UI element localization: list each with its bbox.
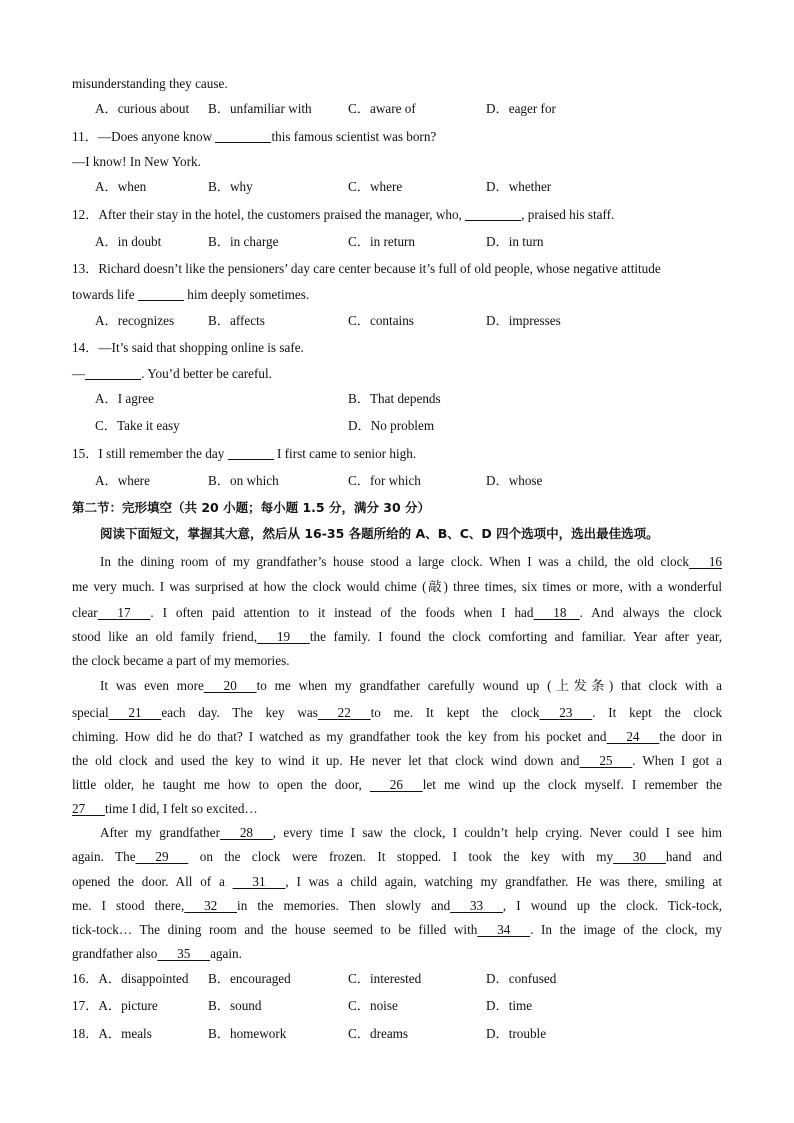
- passage-line: the clock became a part of my memories.: [72, 653, 290, 668]
- option-b: B．in charge: [208, 234, 279, 249]
- option-d: D．trouble: [486, 1026, 547, 1041]
- option-b: B．affects: [208, 313, 265, 328]
- option-d: D．eager for: [486, 101, 556, 116]
- option-c: C．dreams: [348, 1026, 409, 1041]
- option-b: B．encouraged: [208, 971, 291, 986]
- option-d: D．whether: [486, 179, 552, 194]
- cloze-blank-23: 23: [559, 705, 573, 720]
- passage-line: chiming. How did he do that? I watched as my grandfather took the key from his pocket and 24 the door in: [72, 729, 722, 744]
- passage-line: opened the door. All of a 31 , I was a child again, watching my grandfather. He was there, smiling at: [72, 874, 722, 889]
- option-a: 17．A．picture: [72, 998, 158, 1013]
- passage-line: After my grandfather 28 , every time I saw the clock, I couldn’t help crying. Never could I see him: [100, 825, 722, 840]
- passage-line: me. I stood there, 32 in the memories. Then slowly and 33 , I wound up the clock. Tick-tock,: [72, 898, 722, 913]
- cloze-blank-27: 27: [72, 801, 86, 816]
- passage-line: special 21 each day. The key was 22 to me. It kept the clock 23 . It kept the clock: [72, 705, 722, 720]
- option-d: D．whose: [486, 473, 543, 488]
- q13-stem-line2: towards life him deeply sometimes.: [72, 287, 310, 302]
- cloze-blank-19: 19: [276, 629, 291, 644]
- cloze-blank-21: 21: [128, 705, 142, 720]
- cloze-blank-33: 33: [469, 898, 484, 913]
- cloze-blank-18: 18: [553, 605, 567, 620]
- section-instructions: 阅读下面短文，掌握其大意，然后从 16-35 各题所给的 A、B、C、D 四个选项中，选出最佳选项。: [100, 526, 659, 541]
- q15-stem: 15．I still remember the day I first came to senior high.: [72, 446, 417, 461]
- cloze-blank-28: 28: [239, 825, 253, 840]
- q13-stem-line1: 13．Richard doesn’t like the pensioners’ day care center because it’s full of old people, whose negative attitude: [72, 261, 661, 276]
- option-b: B．unfamiliar with: [208, 101, 312, 116]
- option-c: C．in return: [348, 234, 416, 249]
- cloze-blank-30: 30: [632, 849, 647, 864]
- option-a: 16．A．disappointed: [72, 971, 189, 986]
- option-d: D．confused: [486, 971, 557, 986]
- option-c: C．aware of: [348, 101, 416, 116]
- option-d: D．impresses: [486, 313, 561, 328]
- option-b: B．why: [208, 179, 253, 194]
- passage-line: the old clock and used the key to wind it up. He never let that clock wind down and 25 . When I got a: [72, 753, 722, 768]
- q11-reply: —I know! In New York.: [72, 154, 201, 169]
- passage-line: me very much. I was surprised at how the clock would chime (敲) three times, six times or more, with a wonderful: [72, 579, 722, 594]
- option-b: B．on which: [208, 473, 279, 488]
- q14-stem: 14．—It’s said that shopping online is safe.: [72, 340, 304, 355]
- option-a: A．where: [95, 473, 150, 488]
- passage-line: clear 17 . I often paid attention to it instead of the foods when I had 18 . And always the clock: [72, 605, 722, 620]
- answer-blank: [85, 366, 141, 380]
- passage-line: grandfather also 35 again.: [72, 946, 242, 961]
- q10-stem-tail: misunderstanding they cause.: [72, 76, 228, 91]
- cloze-blank-35: 35: [177, 946, 191, 961]
- passage-line: little older, he taught me how to open the door, 26 let me wind up the clock myself. I remember the: [72, 777, 722, 792]
- passage-line: 27 time I did, I felt so excited…: [72, 801, 258, 816]
- q12-stem: 12．After their stay in the hotel, the customers praised the manager, who, , praised his staff.: [72, 207, 615, 222]
- cloze-blank-32: 32: [204, 898, 218, 913]
- option-d: D．in turn: [486, 234, 544, 249]
- option-a: A．I agree: [95, 391, 154, 406]
- option-a: A．curious about: [95, 101, 190, 116]
- cloze-blank-24: 24: [626, 729, 640, 744]
- option-c: C．Take it easy: [95, 418, 180, 433]
- cloze-blank-34: 34: [497, 922, 511, 937]
- answer-blank: [215, 129, 271, 143]
- option-d: D．time: [486, 998, 533, 1013]
- cloze-blank-22: 22: [337, 705, 351, 720]
- option-c: C．contains: [348, 313, 414, 328]
- cloze-blank-29: 29: [155, 849, 169, 864]
- cloze-blank-26: 26: [389, 777, 403, 792]
- passage-line: It was even more 20 to me when my grandfather carefully wound up (上发条) that clock with a: [100, 678, 722, 693]
- q11-stem: 11．—Does anyone know this famous scientist was born?: [72, 129, 437, 144]
- cloze-blank-20: 20: [223, 678, 237, 693]
- option-a: A．in doubt: [95, 234, 162, 249]
- option-a: A．when: [95, 179, 147, 194]
- passage-line: In the dining room of my grandfather’s house stood a large clock. When I was a child, the old clock 16: [100, 554, 722, 569]
- q14-reply: — . You’d better be careful.: [72, 366, 272, 381]
- answer-blank: [228, 446, 274, 460]
- option-b: B．That depends: [348, 391, 441, 406]
- cloze-blank-17: 17: [117, 605, 131, 620]
- option-c: C．for which: [348, 473, 421, 488]
- option-c: C．noise: [348, 998, 398, 1013]
- answer-blank: [465, 207, 521, 221]
- option-d: D．No problem: [348, 418, 435, 433]
- option-c: C．where: [348, 179, 403, 194]
- option-b: B．homework: [208, 1026, 287, 1041]
- passage-line: again. The 29 on the clock were frozen. It stopped. I took the key with my 30 hand and: [72, 849, 722, 864]
- passage-line: stood like an old family friend, 19 the family. I found the clock comforting and familiar. Year after year,: [72, 629, 723, 644]
- cloze-blank-25: 25: [599, 753, 613, 768]
- option-a: A．recognizes: [95, 313, 175, 328]
- option-c: C．interested: [348, 971, 422, 986]
- cloze-blank-16: 16: [708, 554, 722, 569]
- cloze-blank-31: 31: [252, 874, 266, 889]
- passage-line: tick-tock… The dining room and the house seemed to be filled with 34 . In the image of the clock, my: [72, 922, 722, 937]
- option-b: B．sound: [208, 998, 262, 1013]
- section-title: 第二节：完形填空（共 20 小题；每小题 1.5 分，满分 30 分）: [72, 500, 431, 515]
- option-a: 18．A．meals: [72, 1026, 152, 1041]
- answer-blank: [138, 287, 184, 301]
